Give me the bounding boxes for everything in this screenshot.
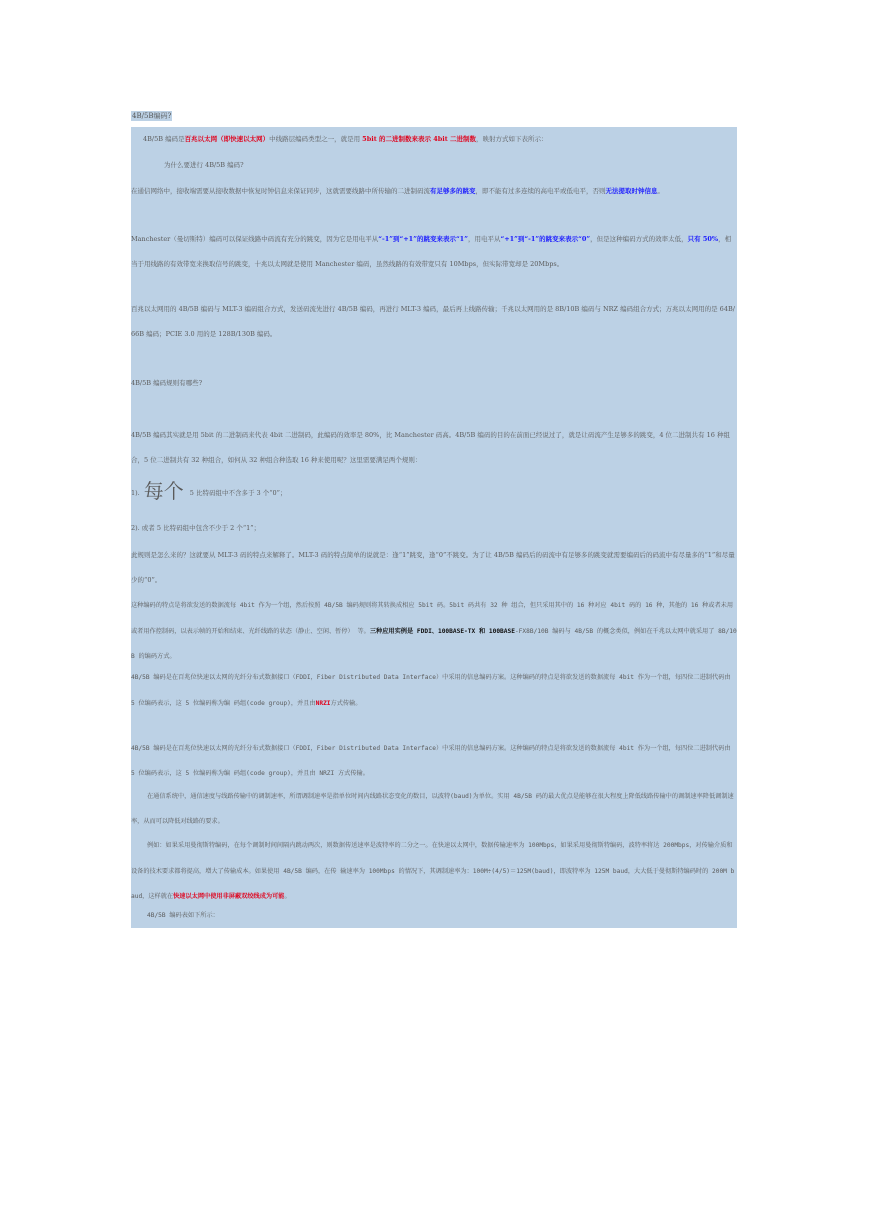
paragraph-fddi-2: 4B/5B 编码是在百兆位快速以太网的光纤分布式数据接口（FDDI，Fiber Distributed Data Interface）中采用的信息编码方案。这种编码的特点是将欲发送的数据流每 4bit 作为一个组，每四位二进制代码由 5 位编码表示，这 5 位编码称为编 码组(code group)，并且由 NRZI 方式传输。 — [131, 745, 731, 777]
text: 4B/5B 编码是 — [143, 135, 185, 143]
table-caption: 4B/5B 编码表如下所示： — [147, 912, 219, 919]
highlight-fast-ethernet: 百兆以太网（即快速以太网） — [184, 135, 270, 143]
text: -FX8B/10B 编码与 4B/5B 的概念类似，例如在千兆以太网中就采用了 8B/10B 的编码方式。 — [131, 627, 737, 660]
text: ，映射方式如下表所示： — [476, 135, 548, 143]
text: Manchester（曼切斯特）编码可以保证线路中码流有充分的跳变，因为它是用电平从 — [131, 235, 379, 243]
paragraph-manchester — [131, 227, 737, 276]
paragraph-rules-intro: 4B/5B 编码其实就是用 5bit 的二进制码来代表 4bit 二进制码，此编码的效率是 80%，比 Manchester 码高。4B/5B 编码的目的在前面已经说过了，就是让码流产生足够多的跳变，4 位二进制共有 16 种组合，5 位二进制共有 32 种组合，如何从 32 种组合种选取 16 种来使用呢？这里需要满足两个规则： — [131, 431, 730, 464]
text: 在通信网络中，接收端需要从接收数据中恢复时钟信息来保证同步，这就需要线路中所传输的二进制码流 — [131, 187, 430, 195]
text: 。 — [657, 187, 664, 195]
paragraph-combinations: 百兆以太网用的 4B/5B 编码与 MLT-3 编码组合方式，发送码流先进行 4B/5B 编码，再进行 MLT-3 编码，最后再上线路传输；千兆以太网用的是 8B/10B 编码与 NRZ 编码组合方式；万兆以太网用的是 64B/66B 编码；PCIE 3.0 用的是 128B/130B 编码。 — [131, 305, 735, 338]
question-rules: 4B/5B 编码规则有哪些? — [131, 379, 203, 387]
paragraph-mlt3: 此规则是怎么来的？这就要从 MLT-3 码的特点来解释了。MLT-3 码的特点简单的说就是：逢“1”跳变，逢“0”不跳变。为了让 4B/5B 编码后的码流中有足够多的跳变就需要编码后的码流中有尽量多的“1”和尽量少的“0”。 — [131, 551, 735, 584]
highlight-5bit-4bit: 5bit 的二进制数来表示 4bit 二进制数 — [362, 135, 477, 143]
text: ，即不能有过多连续的高电平或低电平，否则 — [475, 187, 606, 195]
highlight-zero: “+1”到“-1”的跳变来表示“0” — [500, 235, 591, 243]
highlight-examples: 三种应用实例是 FDDI、100BASE-TX 和 100BASE — [369, 627, 515, 635]
rule-1-emphasis: 每个 — [143, 479, 184, 503]
content-block — [131, 127, 737, 928]
text: 方式传输。 — [330, 699, 362, 707]
paragraph-fddi-1 — [131, 665, 737, 716]
paragraph-grouping — [131, 593, 737, 670]
paragraph-example — [131, 833, 737, 910]
text: 4B/5B 编码是在百兆位快速以太网的光纤分布式数据接口（FDDI，Fiber Distributed Data Interface）中采用的信息编码方案。这种编码的特点是将欲发送的数据流每 4bit 作为一个组，每四位二进制代码由 5 位编码表示，这 5 位编码称为编 码组(code group)，并且由 — [131, 674, 731, 707]
highlight-efficiency: 只有 50% — [687, 235, 719, 243]
text: 。 — [284, 893, 291, 900]
highlight-nrzi: NRZI — [315, 699, 331, 707]
highlight-one: “-1”到“+1”的跳变来表示“1” — [378, 235, 468, 243]
text: 这种编码的特点是将欲发送的数据流每 4bit 作为一个组，然后按照 4B/5B 编码规则将其转换成相应 5bit 码。5bit 码共有 32 种 组合，但只采用其中的 16 种对应 4bit 码的 16 种，其他的 16 种或者未用或者用作控制码，以表示帧的开始和结束、光纤线路的状态（静止、空闲、暂停） 等。 — [131, 602, 734, 635]
question-why: 为什么要进行 4B/5B 编码? — [164, 161, 244, 169]
text: ，但是这种编码方式的效率太低， — [590, 235, 688, 243]
text: 例如：如果采用曼彻斯特编码，在每个调制时间间隔内跳动两次，则数据传送速率是波特率的二分之一。在快速以太网中，数据传输速率为 100Mbps，如果采用曼彻斯特编码，波特率将达 200Mbps，对传输介质和设备的技术要求都将提高，增大了传输成本。如果使用 4B/5B 编码，在传 输速率为 100Mbps 的情况下，其调制速率为：100M÷(4/5)＝125M(baud)，即波特率为 125M baud，大大低于曼彻斯特编码时的 200M baud，这样就在 — [131, 842, 735, 900]
rule-1 — [131, 479, 737, 505]
highlight-clock: 无法提取时钟信息 — [605, 187, 658, 195]
intro-paragraph — [131, 130, 737, 148]
paragraph-sync — [131, 179, 737, 204]
text: ，相当于用线路的有效带宽来换取信号的跳变，十兆以太网就是使用 Manchester 编码，虽然线路的有效带宽只有 10Mbps，但实际带宽却是 20Mbps。 — [131, 235, 732, 268]
highlight-transitions: 有足够多的跳变 — [430, 187, 476, 195]
highlight-utp: 快速以太网中使用非屏蔽双绞线成为可能 — [173, 893, 285, 900]
text: 中线路层编码类型之一，就是用 — [269, 135, 363, 143]
paragraph-baud: 在通信系统中，通信速度与线路传输中的调制速率，所谓调制速率是指单位时间内线路状态变化的数目，以波特(baud)为单位。实用 4B/5B 码的最大优点是能够在很大程度上降低线路传输中的调制速率降低调制速率，从而可以降低对线路的要求。 — [131, 793, 734, 825]
page-title: 4B/5B编码? — [132, 112, 172, 120]
text: ，用电平从 — [467, 235, 501, 243]
rule-1-prefix: 1). — [131, 489, 140, 497]
rule-2: 2). 或者 5 比特码组中包含不少于 2 个“1”； — [131, 524, 261, 532]
rule-1-text: 5 比特码组中不含多于 3 个“0”； — [189, 489, 287, 497]
